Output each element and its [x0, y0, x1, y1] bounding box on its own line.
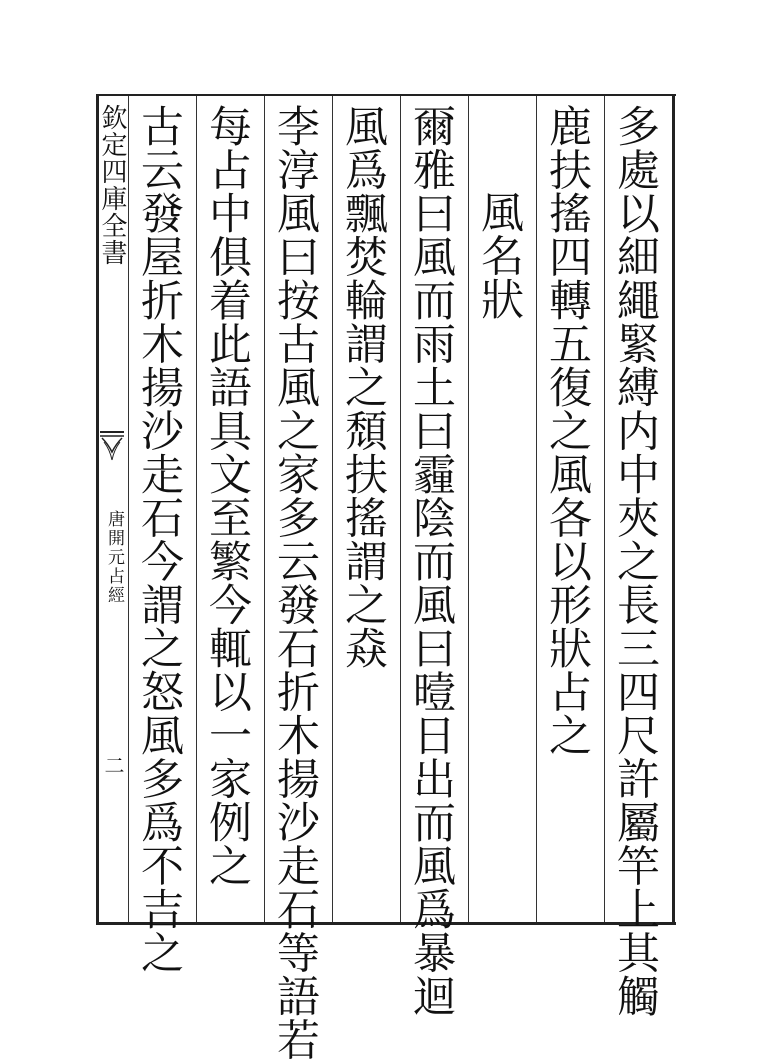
column-rule — [196, 96, 197, 922]
text-column-6: 李淳風曰按古風之家多云發石折木揚沙走石等語若 — [270, 104, 320, 1061]
page-margin-column — [98, 100, 126, 920]
fishtail-mark-icon — [100, 430, 124, 464]
column-rule — [128, 96, 129, 922]
text-column-2: 鹿扶搖四轉五復之風各以形狀占之 — [542, 104, 592, 757]
page-number: 二 — [101, 755, 125, 775]
frame-right-border — [672, 94, 675, 924]
frame-top-border — [96, 94, 676, 96]
text-column-1: 多處以細繩緊縛内中夾之長三四尺許屬竿上其觸 — [610, 104, 660, 1018]
text-column-7: 每占中俱着此語具文至繁今輒以一家例之 — [202, 104, 252, 887]
column-rule — [264, 96, 265, 922]
text-column-8: 古云發屋折木揚沙走石今謂之怒風多爲不吉之 — [134, 104, 184, 974]
section-heading: 風名狀 — [474, 190, 524, 321]
column-rule — [604, 96, 605, 922]
column-rule — [400, 96, 401, 922]
column-rule — [332, 96, 333, 922]
book-title: 唐開元占經 — [104, 510, 124, 605]
text-column-5: 風爲飄焚輪謂之頹扶搖謂之猋 — [338, 104, 388, 670]
collection-title: 欽定四庫全書 — [97, 104, 127, 266]
column-rule — [536, 96, 537, 922]
text-column-4: 爾雅曰風而雨土曰霾陰而風曰曀日出而風爲暴迴 — [406, 104, 456, 1018]
column-rule — [468, 96, 469, 922]
